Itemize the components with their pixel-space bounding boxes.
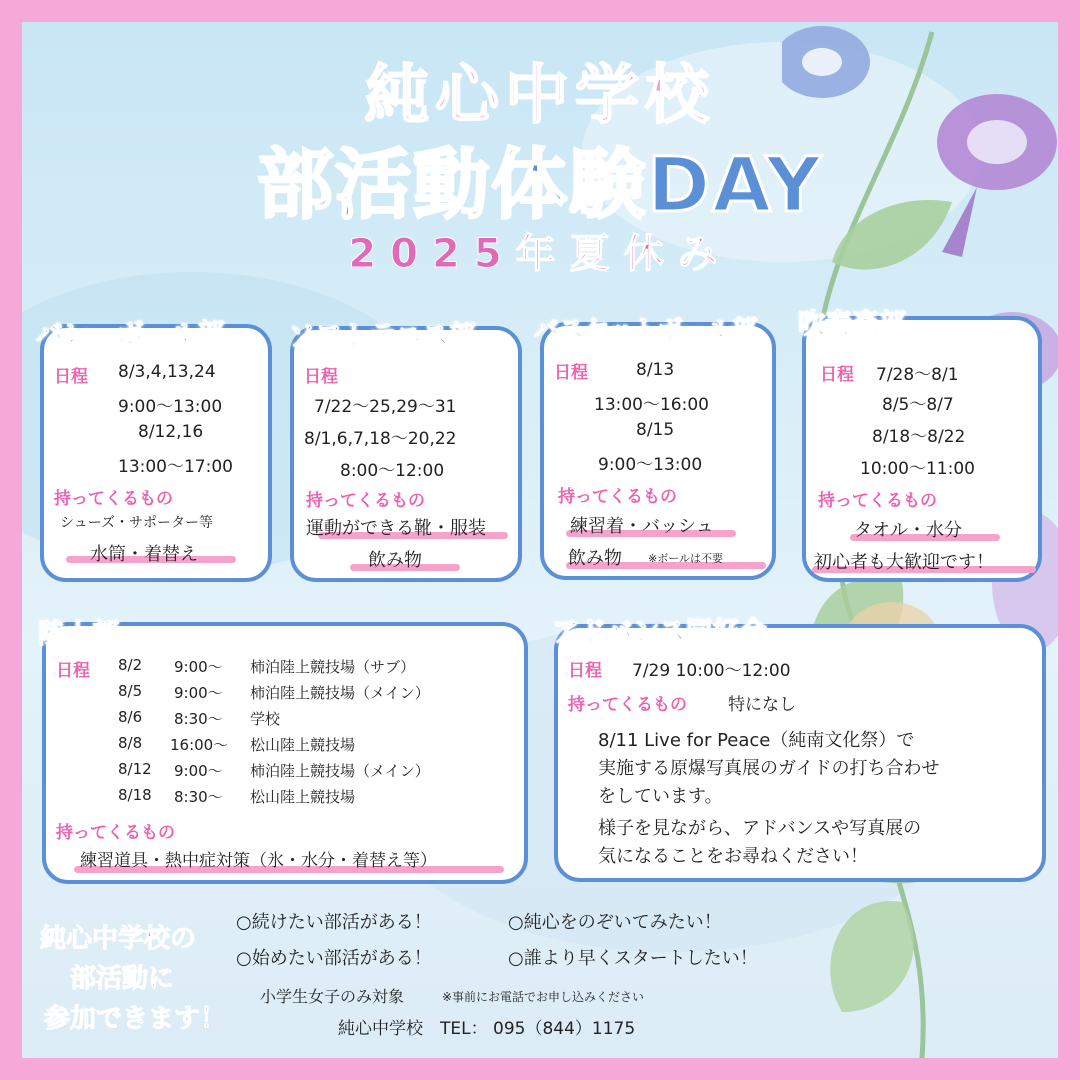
schedule-label: 日程 <box>568 661 602 681</box>
school-title: 純心中学校 <box>365 59 715 133</box>
schedule-line: 8/1,6,7,18～20,22 <box>304 429 457 449</box>
volleyball-heading: バレーボール部 <box>36 319 225 350</box>
schedule-label: 日程 <box>54 367 88 387</box>
bring-item: 飲み物 <box>368 550 422 571</box>
track-date: 8/8 <box>118 734 143 752</box>
schedule-label: 日程 <box>820 365 854 385</box>
schedule-line: 9:00～13:00 <box>598 455 703 475</box>
cta-line: 純心中学校の <box>40 924 197 954</box>
track-place: 学校 <box>250 710 281 728</box>
track-card <box>42 622 528 884</box>
bring-label: 持ってくるもの <box>54 489 173 509</box>
check-item: ○続けたい部活がある！ <box>236 912 432 933</box>
schedule-line: 13:00～16:00 <box>594 395 709 415</box>
schedule-line: 8/15 <box>636 420 675 440</box>
track-place: 柿泊陸上競技場（サブ） <box>250 658 416 676</box>
bring-label: 持ってくるもの <box>56 823 175 843</box>
schedule-line: 7/28～8/1 <box>876 365 959 385</box>
cta-line: 部活動に <box>70 964 175 994</box>
target-text: 小学生女子のみ対象 <box>260 987 405 1006</box>
advance-heading: アドバンス同好会 <box>552 617 767 648</box>
schedule-line: 13:00～17:00 <box>118 457 233 477</box>
track-date: 8/18 <box>118 786 152 804</box>
basketball-card <box>540 322 776 580</box>
volleyball-card <box>40 324 272 582</box>
bring-item: 練習着・バッシュ <box>570 516 714 537</box>
period-title: 2025年夏休み <box>348 231 732 277</box>
advance-description-line: 様子を見ながら、アドバンスや写真展の <box>598 818 922 839</box>
softtennis-card <box>290 326 522 582</box>
schedule-line: 8:00～12:00 <box>340 461 445 481</box>
schedule-line: 8/18～8/22 <box>872 427 966 447</box>
track-date: 8/5 <box>118 682 143 700</box>
track-time: 9:00～ <box>174 762 223 780</box>
schedule-label: 日程 <box>554 363 588 383</box>
schedule-line: 9:00～13:00 <box>118 397 223 417</box>
track-place: 柿泊陸上競技場（メイン） <box>250 684 430 702</box>
poster <box>22 22 1058 1058</box>
advance-bring: 特になし <box>728 695 796 715</box>
bring-label: 持ってくるもの <box>306 491 425 511</box>
schedule-line: 8/12,16 <box>138 422 204 442</box>
bring-item: シューズ・サポーター等 <box>60 515 214 531</box>
bring-label: 持ってくるもの <box>558 487 677 507</box>
brass-card <box>802 316 1042 582</box>
track-time: 8:30～ <box>174 788 223 806</box>
track-time: 9:00～ <box>174 658 223 676</box>
bring-item: 練習道具・熱中症対策（氷・水分・着替え等） <box>80 851 437 871</box>
advance-description-line: 実施する原爆写真展のガイドの打ち合わせ <box>598 758 940 779</box>
track-time: 8:30～ <box>174 710 223 728</box>
bring-label: 持ってくるもの <box>568 695 687 715</box>
schedule-line: 7/22～25,29～31 <box>314 397 457 417</box>
basketball-heading: バスケットボール部 <box>534 315 758 344</box>
advance-description-line: 8/11 Live for Peace（純南文化祭）で <box>598 730 915 751</box>
advance-schedule: 7/29 10:00～12:00 <box>632 661 791 681</box>
bring-item: 水筒・着替え <box>90 544 198 565</box>
advance-card <box>554 624 1046 882</box>
track-time: 9:00～ <box>174 684 223 702</box>
bring-item: 初心者も大歓迎です！ <box>814 552 994 573</box>
event-title: 部活動体験DAY <box>257 140 823 229</box>
track-place: 松山陸上競技場 <box>250 736 356 754</box>
track-date: 8/2 <box>118 656 143 674</box>
schedule-line: 8/13 <box>636 360 675 380</box>
check-item: ○誰より早くスタートしたい！ <box>508 948 758 969</box>
advance-description-line: 気になることをお尋ねください！ <box>598 846 868 867</box>
bring-note: ※ボールは不要 <box>648 552 723 565</box>
track-heading: 陸上部 <box>38 619 119 650</box>
bring-item: タオル・水分 <box>854 520 962 541</box>
schedule-line: 10:00～11:00 <box>860 459 975 479</box>
bring-item: 運動ができる靴・服装 <box>306 518 486 539</box>
check-item: ○始めたい部活がある！ <box>236 948 432 969</box>
bring-label: 持ってくるもの <box>818 491 937 511</box>
contact-info: 純心中学校 TEL： 095（844）1175 <box>338 1019 636 1039</box>
track-date: 8/6 <box>118 708 143 726</box>
track-place: 柿泊陸上競技場（メイン） <box>250 762 430 780</box>
cta-line: 参加できます！ <box>44 1004 227 1034</box>
schedule-line: 8/3,4,13,24 <box>118 362 216 382</box>
bring-item: 飲み物 <box>568 548 622 569</box>
track-date: 8/12 <box>118 760 152 778</box>
track-time: 16:00～ <box>170 736 229 754</box>
schedule-line: 8/5～8/7 <box>882 395 954 415</box>
schedule-label: 日程 <box>56 661 90 681</box>
check-item: ○純心をのぞいてみたい！ <box>508 912 722 933</box>
track-place: 松山陸上競技場 <box>250 788 356 806</box>
brass-heading: 吹奏楽部 <box>798 309 906 340</box>
target-note: ※事前にお電話でお申し込みください <box>442 990 645 1004</box>
softtennis-heading: ソフトテニス部 <box>288 321 476 352</box>
schedule-label: 日程 <box>304 367 338 387</box>
advance-description-line: をしています。 <box>598 786 723 807</box>
